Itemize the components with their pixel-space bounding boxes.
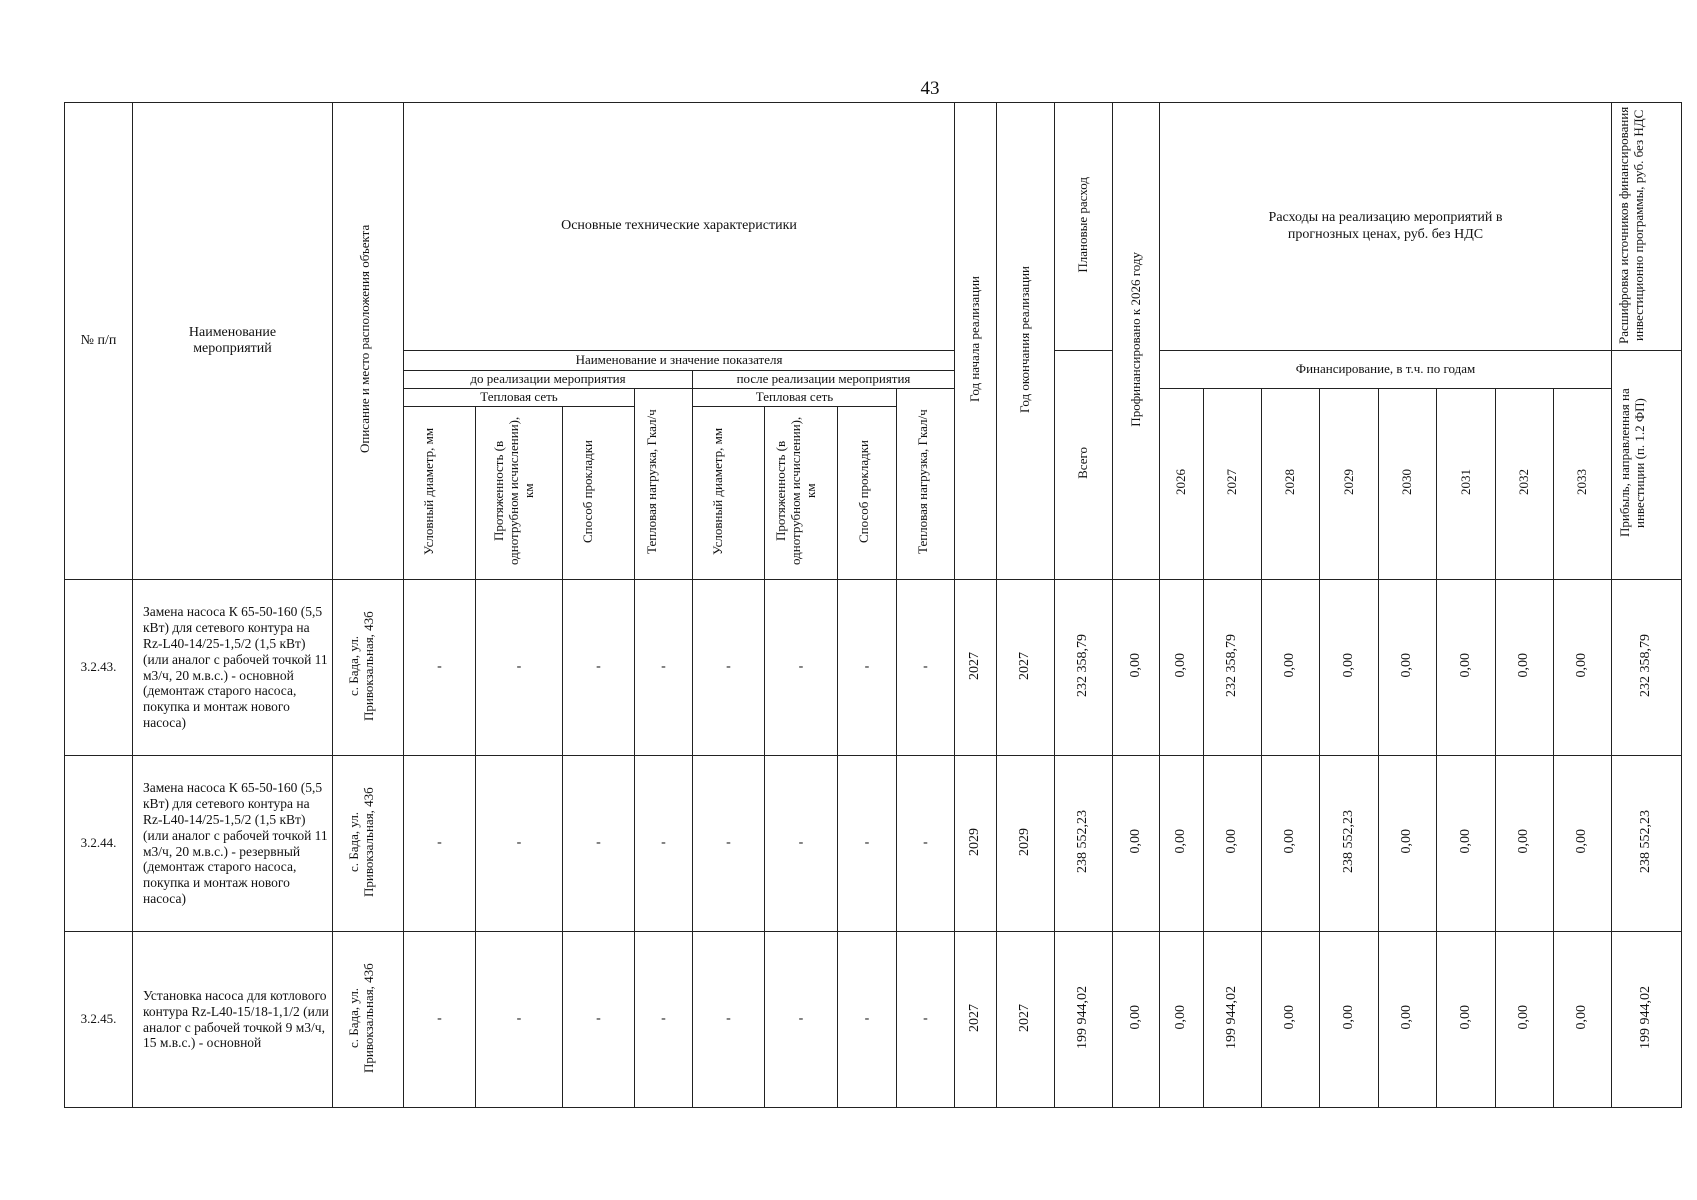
row-location: с. Бада, ул. Привокзальная, 43б (333, 756, 404, 932)
row-name: Установка насоса для котлового контура Rz-L40-15/18-1,1/2 (или аналог с рабочей точкой 9 м3/ч, 15 м.в.с.) - основной (133, 932, 333, 1108)
row-num: 3.2.45. (65, 932, 133, 1108)
cell-2028: 0,00 (1262, 932, 1320, 1108)
cell-2032: 0,00 (1496, 932, 1554, 1108)
cell-2029: 0,00 (1320, 580, 1379, 756)
cell-prefinanced: 0,00 (1113, 756, 1160, 932)
cell-2029: 238 552,23 (1320, 756, 1379, 932)
header-load-after: Тепловая нагрузка, Гкал/ч (897, 389, 955, 580)
header-network-before: Тепловая сеть (404, 389, 635, 407)
cell-2031: 0,00 (1437, 756, 1496, 932)
cell-2033: 0,00 (1554, 756, 1612, 932)
header-laying-after: Способ прокладки (838, 407, 897, 580)
cell-2029: 0,00 (1320, 932, 1379, 1108)
cell-length-after: - (765, 580, 838, 756)
page-number: 43 (920, 78, 940, 99)
header-year-end: Год окончания реализации (997, 103, 1055, 580)
row-location: с. Бада, ул. Привокзальная, 43б (333, 580, 404, 756)
header-indicator: Наименование и значение показателя (404, 351, 955, 371)
cell-2030: 0,00 (1379, 756, 1437, 932)
cell-laying: - (563, 756, 635, 932)
header-year-2030: 2030 (1379, 389, 1437, 580)
cell-length-after: - (765, 932, 838, 1108)
table-row (65, 932, 1682, 1108)
cell-2032: 0,00 (1496, 580, 1554, 756)
header-length-after: Протяженность (в однотрубном исчислении), км (765, 407, 838, 580)
cell-laying-after: - (838, 932, 897, 1108)
header-before: до реализации мероприятия (404, 371, 693, 389)
cell-total: 238 552,23 (1055, 756, 1113, 932)
cell-2033: 0,00 (1554, 932, 1612, 1108)
cell-total: 232 358,79 (1055, 580, 1113, 756)
cell-length-after: - (765, 756, 838, 932)
header-year-2032: 2032 (1496, 389, 1554, 580)
cell-length: - (476, 756, 563, 932)
cell-load-after: - (897, 932, 955, 1108)
header-financing: Финансирование, в т.ч. по годам (1160, 351, 1612, 389)
cell-load-after: - (897, 580, 955, 756)
cell-length: - (476, 932, 563, 1108)
cell-2027: 0,00 (1204, 756, 1262, 932)
cell-load: - (635, 932, 693, 1108)
cell-load-after: - (897, 756, 955, 932)
cell-year-end: 2027 (997, 932, 1055, 1108)
cell-laying-after: - (838, 580, 897, 756)
header-year-2033: 2033 (1554, 389, 1612, 580)
header-num: № п/п (65, 103, 133, 580)
header-name: Наименование мероприятий (133, 103, 333, 580)
header-sources: Расшифровка источников финансирования инвестиционно программы, руб. без НДС (1612, 103, 1682, 351)
cell-profit: 238 552,23 (1612, 756, 1682, 932)
cell-diameter: - (404, 580, 476, 756)
header-diameter-after: Условный диаметр, мм (693, 407, 765, 580)
header-load-before: Тепловая нагрузка, Гкал/ч (635, 389, 693, 580)
cell-2030: 0,00 (1379, 580, 1437, 756)
header-costs: Расходы на реализацию мероприятий в прогнозных ценах, руб. без НДС (1160, 103, 1612, 351)
cell-load: - (635, 756, 693, 932)
row-name: Замена насоса К 65-50-160 (5,5 кВт) для сетевого контура на Rz-L40-14/25-1,5/2 (1,5 кВт) (или аналог с рабочей точкой 11 м3/ч, 20 м.в.с.) - основной (демонтаж старого насоса, покупка и монтаж нового насоса) (133, 580, 333, 756)
cell-year-start: 2027 (955, 932, 997, 1108)
cell-diameter-after: - (693, 580, 765, 756)
cell-year-end: 2027 (997, 580, 1055, 756)
cell-2026: 0,00 (1160, 580, 1204, 756)
header-profit: Прибыль, направленная на инвестиции (п. 1.2 ФП) (1612, 351, 1682, 580)
row-location: с. Бада, ул. Привокзальная, 43б (333, 932, 404, 1108)
cell-2032: 0,00 (1496, 756, 1554, 932)
cell-2027: 199 944,02 (1204, 932, 1262, 1108)
header-year-2029: 2029 (1320, 389, 1379, 580)
header-year-2031: 2031 (1437, 389, 1496, 580)
cell-2030: 0,00 (1379, 932, 1437, 1108)
cell-2026: 0,00 (1160, 932, 1204, 1108)
cell-year-end: 2029 (997, 756, 1055, 932)
header-total: Всего (1055, 351, 1113, 580)
cell-diameter: - (404, 932, 476, 1108)
header-after: после реализации мероприятия (693, 371, 955, 389)
cell-2031: 0,00 (1437, 932, 1496, 1108)
row-num: 3.2.44. (65, 756, 133, 932)
table-row (65, 580, 1682, 756)
header-diameter: Условный диаметр, мм (404, 407, 476, 580)
header-length: Протяженность (в однотрубном исчислении), км (476, 407, 563, 580)
cell-prefinanced: 0,00 (1113, 932, 1160, 1108)
cell-2026: 0,00 (1160, 756, 1204, 932)
header-network-after: Тепловая сеть (693, 389, 897, 407)
cell-year-start: 2029 (955, 756, 997, 932)
cell-total: 199 944,02 (1055, 932, 1113, 1108)
header-year-2027: 2027 (1204, 389, 1262, 580)
cell-2031: 0,00 (1437, 580, 1496, 756)
header-prefinanced: Профинансировано к 2026 году (1113, 103, 1160, 580)
cell-diameter-after: - (693, 756, 765, 932)
header-tech: Основные технические характеристики (404, 103, 955, 351)
header-location: Описание и место расположения объекта (333, 103, 404, 580)
table-row (65, 756, 1682, 932)
cell-load: - (635, 580, 693, 756)
cell-year-start: 2027 (955, 580, 997, 756)
header-year-2026: 2026 (1160, 389, 1204, 580)
cell-length: - (476, 580, 563, 756)
header-planned: Плановые расход (1055, 103, 1113, 351)
header-laying: Способ прокладки (563, 407, 635, 580)
cell-diameter-after: - (693, 932, 765, 1108)
cell-laying: - (563, 580, 635, 756)
cell-2027: 232 358,79 (1204, 580, 1262, 756)
row-num: 3.2.43. (65, 580, 133, 756)
cell-prefinanced: 0,00 (1113, 580, 1160, 756)
cell-diameter: - (404, 756, 476, 932)
cell-2028: 0,00 (1262, 580, 1320, 756)
header-year-start: Год начала реализации (955, 103, 997, 580)
cell-laying: - (563, 932, 635, 1108)
investment-table (64, 102, 1682, 1108)
cell-2028: 0,00 (1262, 756, 1320, 932)
cell-profit: 232 358,79 (1612, 580, 1682, 756)
cell-2033: 0,00 (1554, 580, 1612, 756)
header-year-2028: 2028 (1262, 389, 1320, 580)
row-name: Замена насоса К 65-50-160 (5,5 кВт) для сетевого контура на Rz-L40-14/25-1,5/2 (1,5 кВт) (или аналог с рабочей точкой 11 м3/ч, 20 м.в.с.) - резервный (демонтаж старого насоса, покупка и монтаж нового насоса) (133, 756, 333, 932)
cell-profit: 199 944,02 (1612, 932, 1682, 1108)
cell-laying-after: - (838, 756, 897, 932)
